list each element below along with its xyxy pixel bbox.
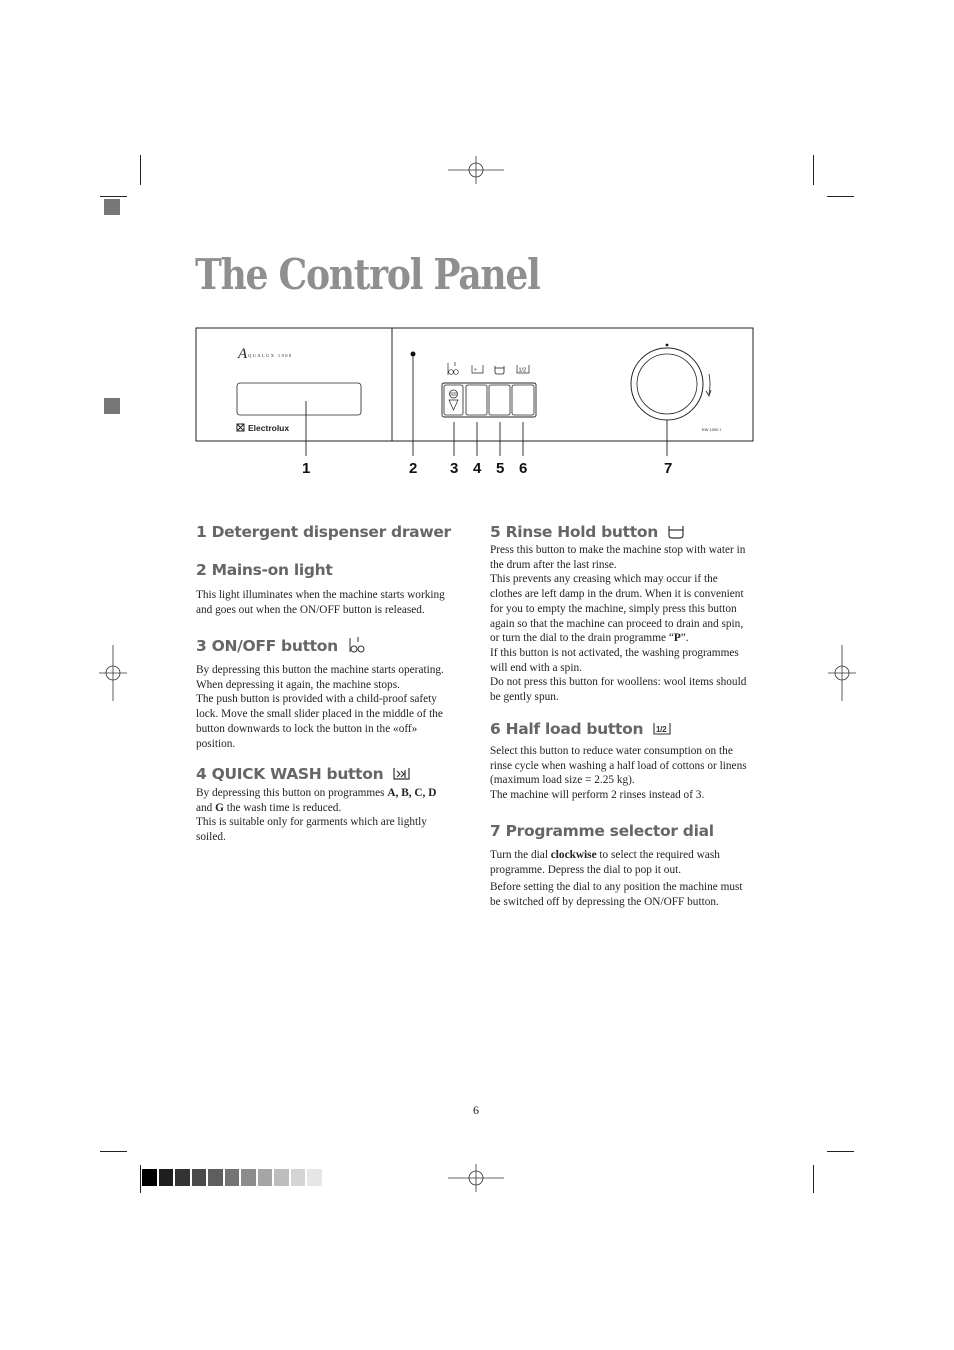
crop-mark	[100, 196, 127, 197]
color-swatch	[159, 1169, 174, 1186]
rinse-hold-button	[489, 385, 510, 415]
paragraph-half-load-button: Select this button to reduce water consumption on the rinse cycle when washing a half load of cottons or linens (maximum load size = 2.25 kg). The machine will perform 2 rinses instead of 3.	[490, 745, 747, 802]
crop-mark	[140, 155, 141, 185]
dial-index-dot	[666, 344, 669, 347]
registration-mark	[448, 1164, 504, 1192]
crop-mark	[100, 1151, 127, 1152]
crop-mark	[813, 1165, 814, 1193]
callout-5: 5	[496, 460, 505, 477]
heading-rinse-hold-button: 5 Rinse Hold button	[490, 523, 685, 541]
color-swatch	[225, 1169, 240, 1186]
brand-model: QUALUX 1000	[248, 353, 293, 358]
callout-2: 2	[409, 460, 418, 477]
callout-3: 3	[450, 460, 459, 477]
page-title: The Control Panel	[195, 250, 540, 299]
registration-mark	[448, 156, 504, 184]
callout-7: 7	[664, 460, 673, 477]
color-swatch	[208, 1169, 223, 1186]
brand-script: A	[238, 346, 248, 362]
electrolux-logo: Electrolux	[248, 423, 290, 433]
heading-programme-selector-dial: 7 Programme selector dial	[490, 822, 714, 840]
svg-text:1/2: 1/2	[518, 367, 527, 374]
mains-on-light	[411, 352, 416, 357]
paragraph-quick-wash-button: By depressing this button on programmes A, B, C, D and G the wash time is reduced. This is suitable only for garments which are lightly soiled.	[196, 787, 437, 844]
heading-detergent-drawer: 1 Detergent dispenser drawer	[196, 523, 451, 541]
color-swatch	[307, 1169, 322, 1186]
paragraph-mains-on-light: This light illuminates when the machine starts working and goes out when the ON/OFF button is released.	[196, 589, 445, 616]
crop-mark	[140, 1165, 141, 1193]
heading-mains-on-light: 2 Mains-on light	[196, 561, 333, 579]
color-swatch	[291, 1169, 306, 1186]
svg-text:»: »	[474, 367, 477, 373]
svg-text:1/2: 1/2	[656, 725, 667, 734]
callout-1: 1	[302, 460, 311, 477]
margin-square	[104, 398, 120, 414]
color-swatch	[142, 1169, 157, 1186]
registration-mark	[828, 645, 856, 701]
on-off-icon	[347, 636, 367, 654]
crop-mark	[827, 196, 854, 197]
color-calibration-bar	[142, 1169, 324, 1186]
crop-mark	[827, 1151, 854, 1152]
crop-mark	[813, 155, 814, 185]
callout-6: 6	[519, 460, 528, 477]
half-load-icon	[652, 721, 672, 737]
rinse-hold-icon	[495, 366, 504, 374]
page-number: 6	[473, 1103, 479, 1117]
heading-quick-wash-button: 4 QUICK WASH button	[196, 765, 411, 783]
color-swatch	[274, 1169, 289, 1186]
quick-wash-button	[466, 385, 487, 415]
programme-selector-dial	[631, 348, 703, 420]
detergent-drawer-window	[237, 383, 361, 415]
margin-square	[104, 199, 120, 215]
rinse-hold-icon	[667, 524, 685, 540]
on-off-icon	[448, 362, 458, 375]
quick-wash-icon	[472, 365, 483, 373]
heading-on-off-button: 3 ON/OFF button	[196, 636, 367, 655]
half-load-button	[512, 385, 534, 415]
paragraph-programme-selector-dial: Turn the dial clockwise to select the required wash programme. Depress the dial to pop it out. Before setting the dial to any position the machine must be switched off by depressing the ON/OFF button.	[490, 849, 743, 909]
quick-wash-icon	[392, 766, 411, 782]
heading-half-load-button: 6 Half load button 1/2	[490, 720, 672, 738]
color-swatch	[175, 1169, 190, 1186]
color-swatch	[192, 1169, 207, 1186]
model-label: EW 1000 I	[702, 427, 721, 432]
color-swatch	[258, 1169, 273, 1186]
registration-mark	[99, 645, 127, 701]
paragraph-on-off-button: By depressing this button the machine starts operating. When depressing it again, the machine stops. The push button is provided with a child-proof safety lock. Move the small slider placed in the middle of the button downwards to lock the button in the «off» position.	[196, 664, 444, 750]
paragraph-rinse-hold-button: Press this button to make the machine stop with water in the drum after the last rinse. This prevents any creasing which may occur if the clothes are left damp in the drum. When it is convenient for you to empty the machine, simply press this button again so that the machine can proceed to drain and spin, or turn the dial to the drain programme “P”. If this button is not activated, the washing programmes will end with a spin. Do not press this button for woollens: wool items should be gently spun.	[490, 544, 747, 704]
half-load-icon	[517, 365, 529, 374]
color-swatch	[241, 1169, 256, 1186]
callout-4: 4	[473, 460, 482, 477]
